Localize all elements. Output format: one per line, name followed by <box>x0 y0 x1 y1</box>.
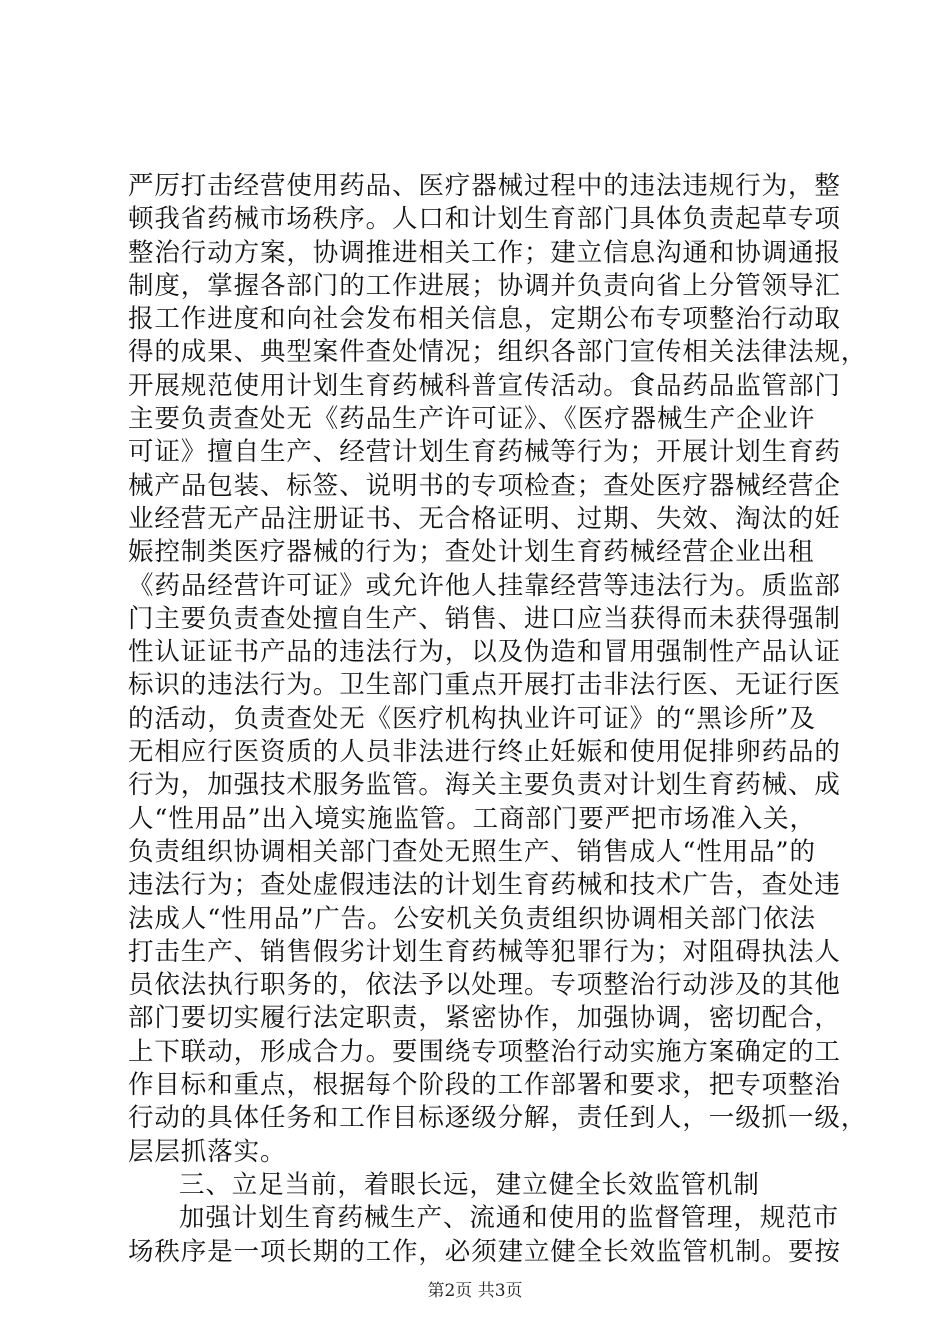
body-line: 违法行为；查处虚假违法的计划生育药械和技术广告，查处违 <box>128 870 841 901</box>
body-line: 制度，掌握各部门的工作进展；协调并负责向省上分管领导汇 <box>128 270 841 301</box>
page-footer: 第2页 共3页 <box>427 1281 523 1301</box>
body-line: 的活动，负责查处无《医疗机构执业许可证》的“黑诊所”及 <box>128 703 816 734</box>
body-line: 报工作进度和向社会发布相关信息，定期公布专项整治行动取 <box>128 304 841 335</box>
body-line: 上下联动，形成合力。要围绕专项整治行动实施方案确定的工 <box>128 1036 841 1067</box>
section-heading: 三、立足当前，着眼长远，建立健全长效监管机制 <box>179 1169 760 1200</box>
body-line: 可证》擅自生产、经营计划生育药械等行为；开展计划生育药 <box>128 437 841 468</box>
body-line: 负责组织协调相关部门查处无照生产、销售成人“性用品”的 <box>128 836 816 867</box>
body-line: 得的成果、典型案件查处情况；组织各部门宣传相关法律法规， <box>128 337 868 368</box>
body-line: 作目标和重点，根据每个阶段的工作部署和要求，把专项整治 <box>128 1070 841 1101</box>
body-line: 打击生产、销售假劣计划生育药械等犯罪行为；对阻碍执法人 <box>128 936 841 967</box>
body-line: 娠控制类医疗器械的行为；查处计划生育药械经营企业出租 <box>128 537 815 568</box>
body-line: 无相应行医资质的人员非法进行终止妊娠和使用促排卵药品的 <box>128 737 841 768</box>
body-line: 行为，加强技术服务监管。海关主要负责对计划生育药械、成 <box>128 770 841 801</box>
body-line: 法成人“性用品”广告。公安机关负责组织协调相关部门依法 <box>128 903 816 934</box>
body-line: 开展规范使用计划生育药械科普宣传活动。食品药品监管部门 <box>128 370 841 401</box>
closing-line: 场秩序是一项长期的工作，必须建立健全长效监管机制。要按 <box>128 1236 841 1267</box>
body-line: 性认证证书产品的违法行为，以及伪造和冒用强制性产品认证 <box>128 637 841 668</box>
body-line: 整治行动方案，协调推进相关工作；建立信息沟通和协调通报 <box>128 237 841 268</box>
body-line: 《药品经营许可证》或允许他人挂靠经营等违法行为。质监部 <box>128 570 841 601</box>
body-line: 人“性用品”出入境实施监管。工商部门要严把市场准入关， <box>128 803 816 834</box>
document-body <box>128 170 868 1269</box>
body-line: 主要负责查处无《药品生产许可证》、《医疗器械生产企业许 <box>128 404 816 435</box>
body-line: 层层抓落实。 <box>128 1136 287 1167</box>
body-line: 门主要负责查处擅自生产、销售、进口应当获得而未获得强制 <box>128 603 841 634</box>
body-line: 部门要切实履行法定职责，紧密协作，加强协调，密切配合， <box>128 1003 841 1034</box>
body-line: 员依法执行职务的，依法予以处理。专项整治行动涉及的其他 <box>128 970 841 1001</box>
body-line: 严厉打击经营使用药品、医疗器械过程中的违法违规行为，整 <box>128 171 841 201</box>
closing-line: 加强计划生育药械生产、流通和使用的监督管理，规范市 <box>179 1203 840 1234</box>
body-line: 业经营无产品注册证书、无合格证明、过期、失效、淘汰的妊 <box>128 503 841 534</box>
body-line: 械产品包装、标签、说明书的专项检查；查处医疗器械经营企 <box>128 470 841 501</box>
body-line: 标识的违法行为。卫生部门重点开展打击非法行医、无证行医 <box>128 670 841 701</box>
body-line: 顿我省药械市场秩序。人口和计划生育部门具体负责起草专项 <box>128 204 841 235</box>
body-line: 行动的具体任务和工作目标逐级分解，责任到人，一级抓一级， <box>128 1103 868 1134</box>
